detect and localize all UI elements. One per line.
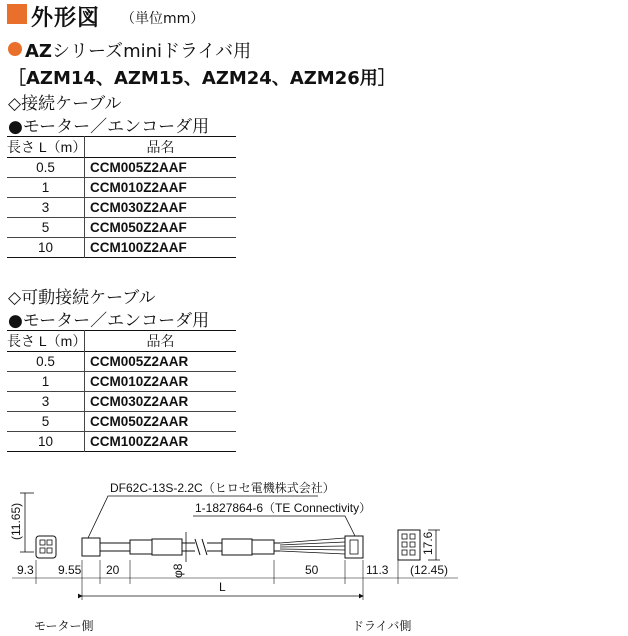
table-row (7, 412, 236, 432)
table-row (7, 158, 236, 178)
dim-17-6: 17.6 (421, 531, 435, 555)
col-length-header: 長さ L（m） (7, 331, 85, 352)
table-row (7, 238, 236, 258)
dim-height-left: (11.65) (9, 502, 23, 540)
cable-table-2 (7, 330, 236, 452)
header-accent-square (7, 4, 27, 24)
dim-20: 20 (106, 563, 120, 577)
driver-connector-end-view (398, 530, 420, 560)
product-name-cell: CCM100Z2AAR (90, 434, 189, 449)
product-name-cell: CCM010Z2AAF (90, 180, 187, 195)
dim-12-45: (12.45) (410, 563, 449, 577)
table-header-row (7, 137, 236, 158)
page-title: 外形図 (31, 6, 101, 31)
dim-11-3: 11.3 (366, 563, 389, 577)
driver-side-label: ドライバ側 (352, 619, 412, 633)
section1-title: ◇接続ケーブル (8, 94, 122, 114)
table-row (7, 352, 236, 372)
dim-9-55: 9.55 (58, 563, 82, 577)
cable-table-1 (7, 136, 236, 258)
series-prefix: AZ (25, 41, 52, 62)
length-cell: 10 (7, 432, 85, 452)
product-name-cell: CCM005Z2AAR (90, 354, 189, 369)
dim-diameter: φ8 (171, 563, 185, 578)
table-row (7, 432, 236, 452)
orange-bullet-icon (8, 42, 22, 56)
product-series (25, 37, 251, 63)
product-name-cell: CCM100Z2AAF (90, 240, 187, 255)
length-cell: 3 (7, 392, 85, 412)
table-row (7, 372, 236, 392)
table-row (7, 198, 236, 218)
motor-connector-callout: DF62C-13S-2.2C（ヒロセ電機株式会社） (110, 481, 335, 495)
table-row (7, 218, 236, 238)
length-cell: 0.5 (7, 158, 85, 178)
motor-side-label: モーター側 (34, 619, 94, 633)
length-cell: 0.5 (7, 352, 85, 372)
section2-title: ◇可動接続ケーブル (8, 288, 156, 308)
table-header-row (7, 331, 236, 352)
table-row (7, 178, 236, 198)
col-name-header: 品名 (146, 333, 175, 349)
cable-dimension-drawing (0, 460, 628, 636)
driver-connector-callout: 1-1827864-6（TE Connectivity） (195, 501, 372, 515)
dim-length-L: L (219, 580, 226, 594)
col-length-header: 長さ L（m） (7, 137, 85, 158)
section1-subtitle: ●モーター／エンコーダ用 (8, 117, 210, 137)
dim-9-3: 9.3 (17, 563, 34, 577)
model-list: ［AZM14、AZM15、AZM24、AZM26用］ (8, 68, 396, 89)
section2-subtitle: ●モーター／エンコーダ用 (8, 311, 210, 331)
length-cell: 1 (7, 178, 85, 198)
product-name-cell: CCM030Z2AAR (90, 394, 189, 409)
length-cell: 5 (7, 218, 85, 238)
motor-connector-end-view (36, 536, 56, 558)
unit-note: （単位mm） (121, 11, 205, 27)
series-label: シリーズminiドライバ用 (51, 41, 252, 62)
table-row (7, 392, 236, 412)
col-name-header: 品名 (146, 139, 175, 155)
product-name-cell: CCM050Z2AAR (90, 414, 189, 429)
product-name-cell: CCM010Z2AAR (90, 374, 189, 389)
length-cell: 3 (7, 198, 85, 218)
product-name-cell: CCM005Z2AAF (90, 160, 187, 175)
length-cell: 1 (7, 372, 85, 392)
dim-50: 50 (305, 563, 319, 577)
length-cell: 10 (7, 238, 85, 258)
length-cell: 5 (7, 412, 85, 432)
cable-body (82, 536, 363, 558)
product-name-cell: CCM050Z2AAF (90, 220, 187, 235)
product-name-cell: CCM030Z2AAF (90, 200, 187, 215)
